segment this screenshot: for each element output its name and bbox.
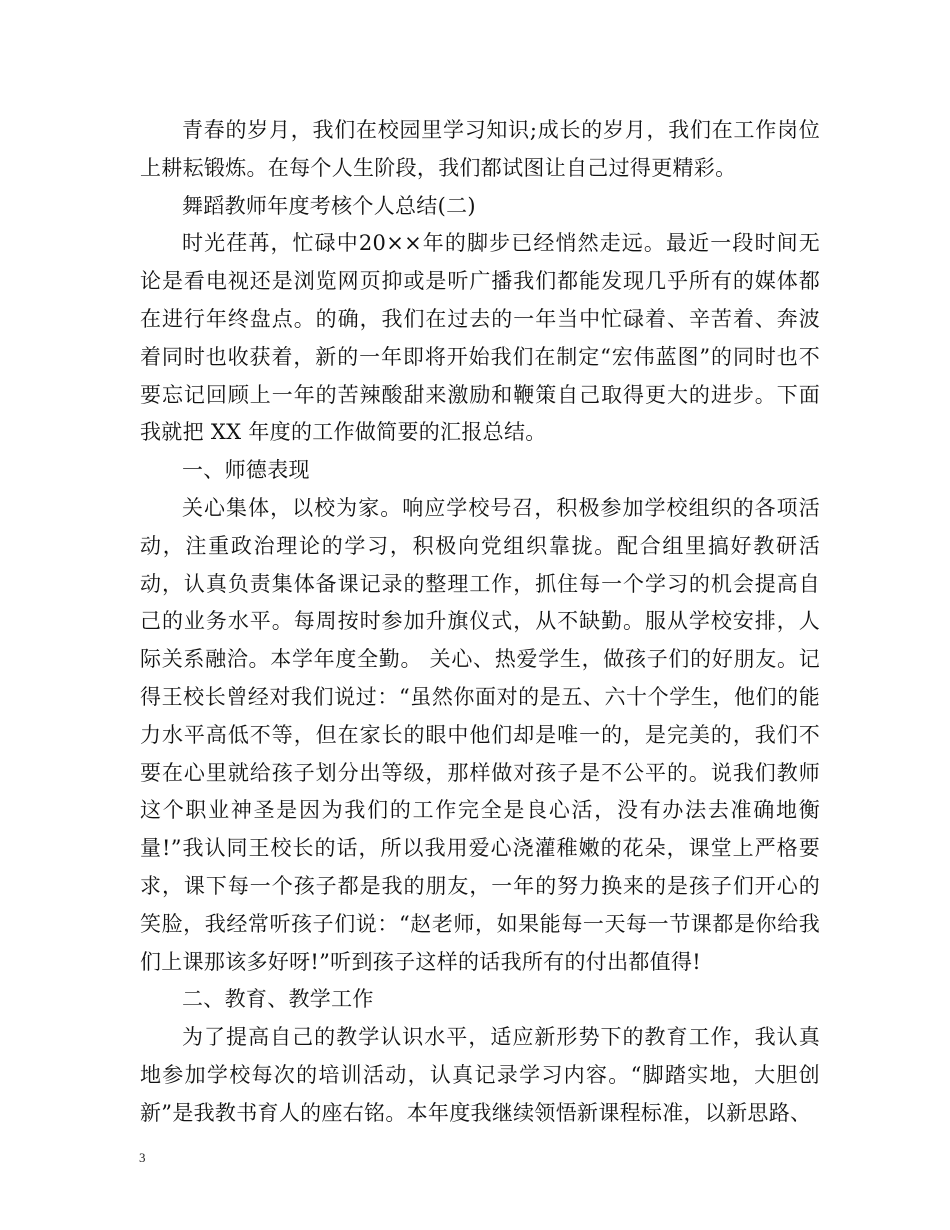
page-number: 3 <box>139 1150 146 1165</box>
paragraph-opening: 时光荏苒，忙碌中20××年的脚步已经悄然走远。最近一段时间无论是看电视还是浏览网页抑或是听广播我们都能发现几乎所有的媒体都在进行年终盘点。的确，我们在过去的一年当中忙碌着、辛苦着、奔波着同时也收获着，新的一年即将开始我们在制定“宏伟蓝图”的同时也不要忘记回顾上一年的苦辣酸甜来激励和鞭策自己取得更大的进步。下面我就把 XX 年度的工作做简要的汇报总结。 <box>140 231 820 445</box>
section-title: 舞蹈教师年度考核个人总结(二) <box>182 193 476 218</box>
heading-education-teaching: 二、教育、教学工作 <box>182 987 374 1012</box>
paragraph-teacher-ethics: 关心集体，以校为家。响应学校号召，积极参加学校组织的各项活动，注重政治理论的学习，积极向党组织靠拢。配合组里搞好教研活动，认真负责集体备课记录的整理工作，抓住每一个学习的机会提高自己的业务水平。每周按时参加升旗仪式，从不缺勤。服从学校安排，人际关系融洽。本学年度全勤。 关心、热爱学生，做孩子们的好朋友。记得王校长曾经对我们说过：“虽然你面对的是五、六十个学生，他们的能力水平高低不等，但在家长的眼中他们却是唯一的，是完美的，我们不要在心里就给孩子划分出等级，那样做对孩子是不公平的。说我们教师这个职业神圣是因为我们的工作完全是良心活，没有办法去准确地衡量!”我认同王校长的话，所以我用爱心浇灌稚嫩的花朵，课堂上严格要求，课下每一个孩子都是我的朋友，一年的努力换来的是孩子们开心的笑脸，我经常听孩子们说：“赵老师，如果能每一天每一节课都是你给我们上课那该多好呀!”听到孩子这样的话我所有的付出都值得! <box>140 495 820 974</box>
paragraph-intro: 青春的岁月，我们在校园里学习知识;成长的岁月，我们在工作岗位上耕耘锻炼。在每个人生阶段，我们都试图让自己过得更精彩。 <box>140 118 820 180</box>
heading-teacher-ethics: 一、师德表现 <box>182 458 310 483</box>
document-body <box>140 112 820 1133</box>
paragraph-education-teaching: 为了提高自己的教学认识水平，适应新形势下的教育工作，我认真地参加学校每次的培训活动，认真记录学习内容。“脚踏实地，大胆创新”是我教书育人的座右铭。本年度我继续领悟新课程标准，以新思路、 <box>140 1025 820 1125</box>
